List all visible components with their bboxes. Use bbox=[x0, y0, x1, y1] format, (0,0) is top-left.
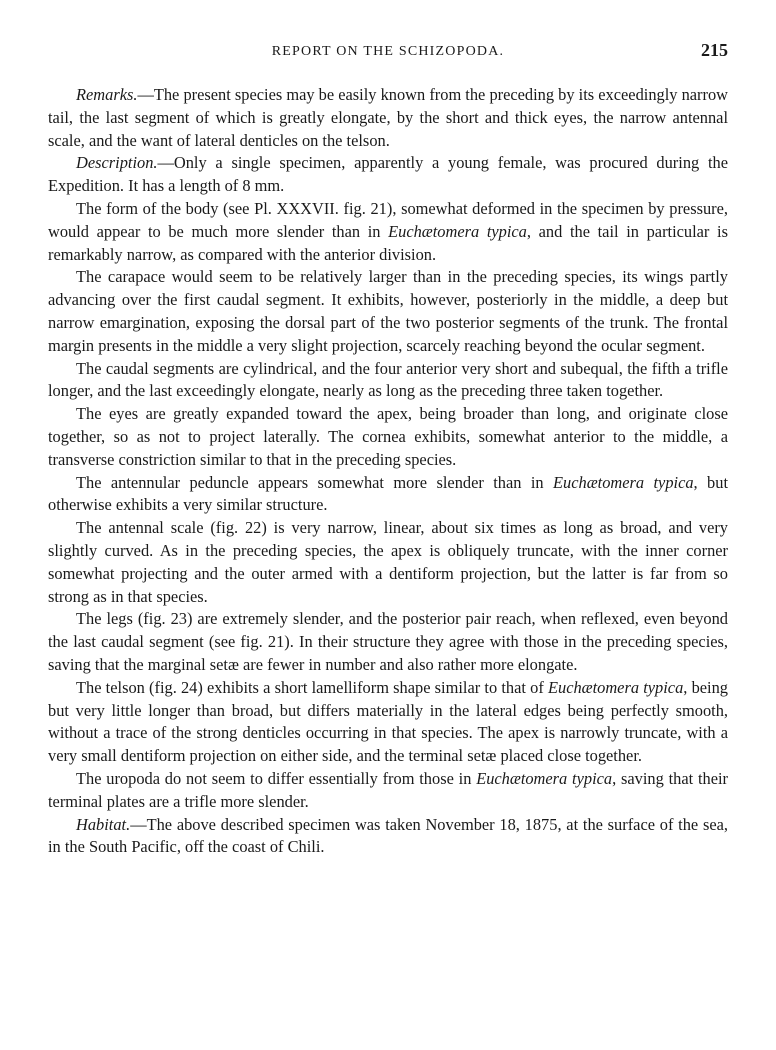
antennular-text-end: , but otherwise exhibits a very similar structure. bbox=[48, 472, 729, 515]
description-text: —Only a single specimen, apparently a young female, was procured during the Expedition. It has a length of 8 mm. bbox=[48, 153, 728, 196]
paragraph-antennular-peduncle bbox=[48, 472, 728, 518]
telson-text-end: , being but very little longer than broad, but differs materially in the lateral edges being perfectly smooth, without a trace of the strong denticles occurring in that species. The apex is narrowly truncate, with a very small dentiform projection on either side, and the terminal setæ placed close together. bbox=[48, 677, 728, 766]
paragraph-uropoda bbox=[48, 768, 728, 814]
species-name: Euchætomera typica bbox=[388, 221, 527, 241]
paragraph-telson bbox=[48, 677, 728, 768]
telson-text-start: The telson (fig. 24) exhibits a short lamelliform shape similar to that of bbox=[76, 677, 548, 697]
paragraph-carapace: The carapace would seem to be relatively larger than in the preceding species, its wings partly advancing over the first caudal segment. It exhibits, however, posteriorly in the middle, a deep but narrow emargination, exposing the dorsal part of the two posterior segments of the trunk. The frontal margin presents in the middle a very slight projection, scarcely reaching beyond the ocular segment. bbox=[48, 267, 728, 355]
habitat-text: —The above described specimen was taken November 18, 1875, at the surface of the sea, in the South Pacific, off the coast of Chili. bbox=[48, 814, 728, 857]
body-form-text-end: , and the tail in particular is remarkably narrow, as compared with the anterior division. bbox=[48, 221, 728, 264]
remarks-text: —The present species may be easily known from the preceding by its exceedingly narrow tail, the last segment of which is greatly elongate, by the short and thick eyes, the narrow antennal scale, and the want of lateral denticles on the telson. bbox=[48, 85, 728, 150]
species-name: Euchætomera typica bbox=[476, 768, 613, 788]
paragraph-body-form bbox=[48, 198, 728, 266]
section-label-remarks: Remarks. bbox=[76, 85, 138, 104]
body-form-text-start: The form of the body (see Pl. XXXVII. fig. 21), somewhat deformed in the specimen by pressure, would appear to be much more slender than in bbox=[48, 198, 728, 241]
page-number: 215 bbox=[701, 40, 728, 60]
paragraph-antennal-scale: The antennal scale (fig. 22) is very narrow, linear, about six times as long as broad, and very slightly curved. As in the preceding species, the apex is obliquely truncate, with the inner corner somewhat projecting and the outer armed with a dentiform projection, but the latter is far from so strong as in that species. bbox=[48, 518, 728, 606]
paragraph-description bbox=[48, 152, 728, 198]
page-body bbox=[48, 84, 728, 859]
antennular-text-start: The antennular peduncle appears somewhat more slender than in bbox=[76, 472, 554, 492]
paragraph-habitat bbox=[48, 814, 728, 860]
paragraph-remarks bbox=[48, 84, 728, 152]
section-label-description: Description. bbox=[76, 153, 158, 173]
paragraph-eyes: The eyes are greatly expanded toward the apex, being broader than long, and originate close together, so as not to project laterally. The cornea exhibits, somewhat anterior to the middle, a transverse constriction similar to that in the preceding species. bbox=[48, 404, 728, 469]
uropoda-text-start: The uropoda do not seem to differ essentially from those in bbox=[76, 768, 477, 788]
running-head: REPORT ON THE SCHIZOPODA. bbox=[271, 44, 505, 59]
section-label-habitat: Habitat. bbox=[76, 814, 131, 834]
paragraph-legs: The legs (fig. 23) are extremely slender, and the posterior pair reach, when reflexed, even beyond the last caudal segment (see fig. 21). In their structure they agree with those in the preceding species, saving that the marginal setæ are fewer in number and also rather more elongate. bbox=[48, 609, 728, 674]
page-header bbox=[48, 40, 728, 64]
paragraph-caudal-segments: The caudal segments are cylindrical, and the four anterior very short and subequal, the fifth a trifle longer, and the last exceedingly elongate, nearly as long as the preceding three taken together. bbox=[48, 358, 728, 401]
species-name: Euchætomera typica bbox=[547, 677, 684, 697]
uropoda-text-end: , saving that their terminal plates are a trifle more slender. bbox=[48, 768, 728, 811]
species-name: Euchætomera typica bbox=[553, 472, 694, 492]
